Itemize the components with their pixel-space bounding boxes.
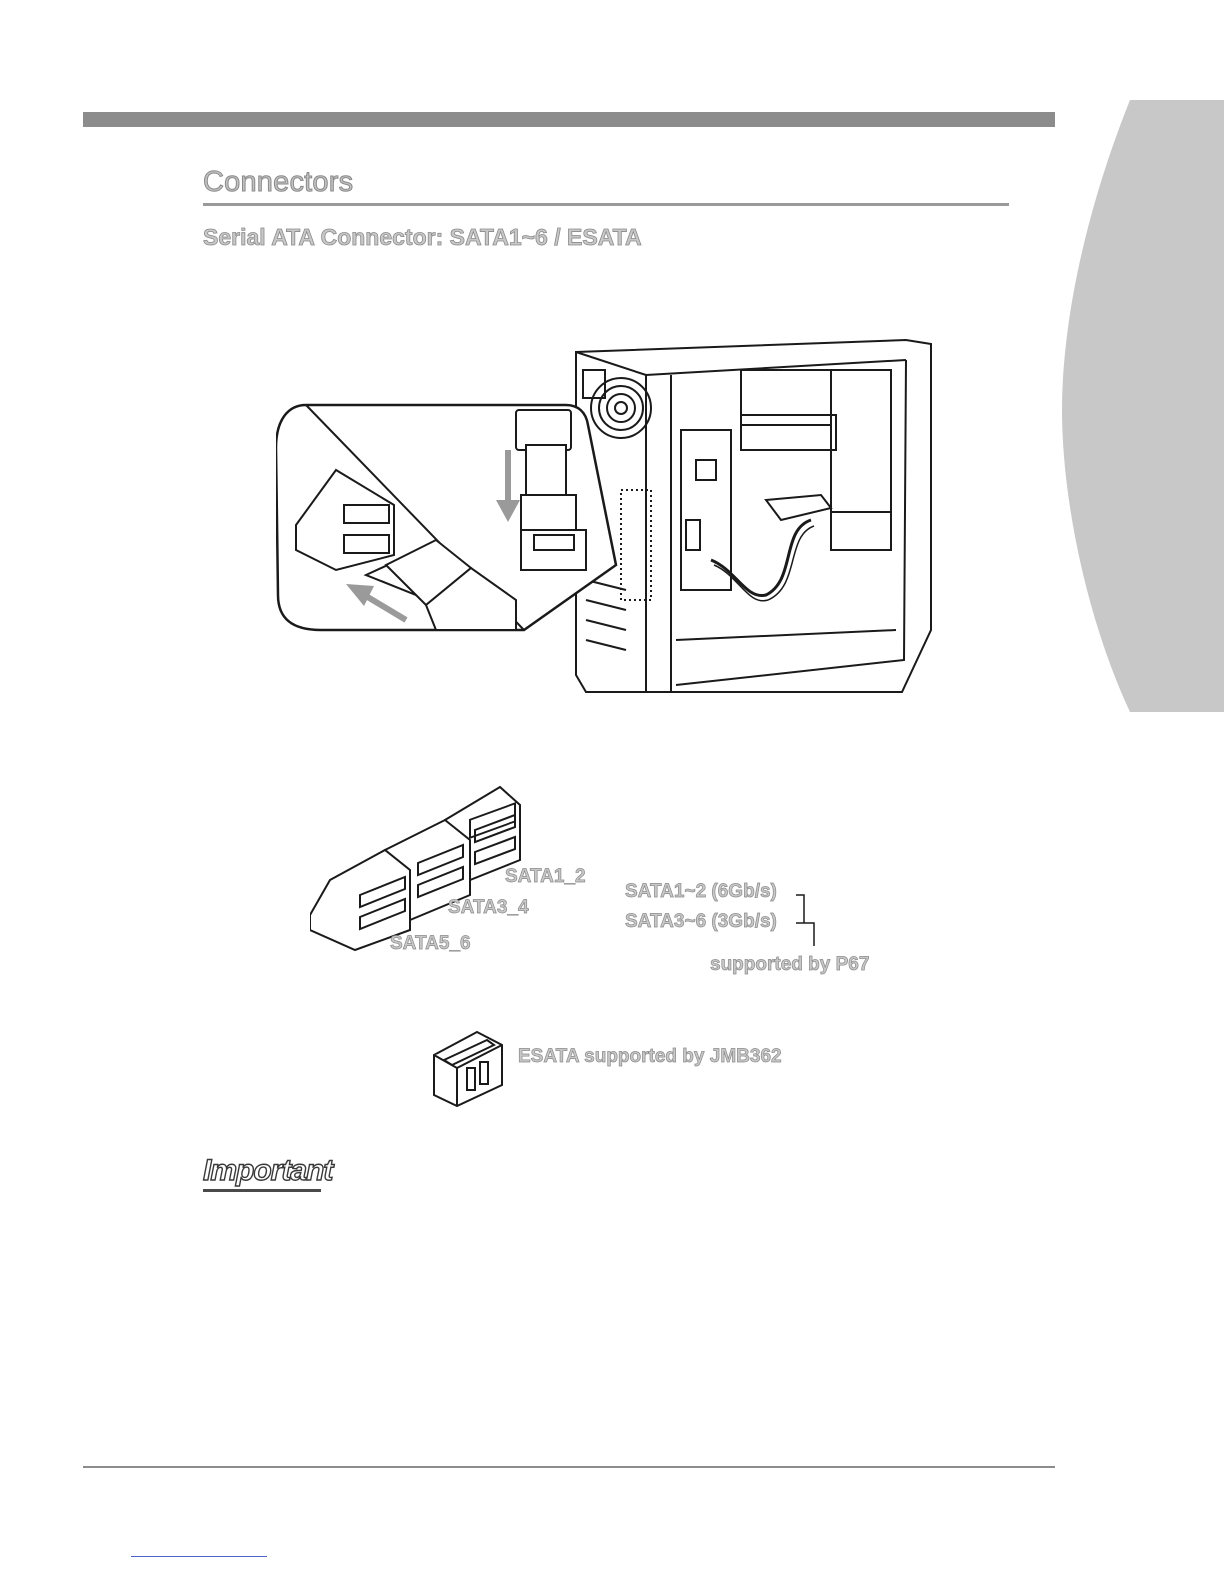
speed-bracket [794, 893, 824, 948]
sata-installation-illustration [276, 330, 946, 700]
chapter-side-tab [1062, 100, 1224, 712]
label-sata1-2: SATA1_2 [505, 866, 586, 887]
esata-connector [432, 1030, 512, 1108]
label-sata3-4: SATA3_4 [448, 897, 529, 918]
footer-link-underline[interactable] [131, 1556, 267, 1557]
important-heading: Important [203, 1154, 333, 1187]
section-subtitle: Serial ATA Connector: SATA1~6 / ESATA [203, 224, 642, 250]
important-underline [203, 1189, 321, 1192]
label-supported-by: supported by P67 [710, 954, 870, 975]
section-title: Connectors [203, 166, 354, 198]
footer-rule [83, 1466, 1055, 1468]
header-bar [83, 112, 1055, 127]
label-sata5-6: SATA5_6 [390, 933, 471, 954]
title-underline [203, 203, 1009, 206]
label-esata: ESATA supported by JMB362 [518, 1046, 782, 1067]
label-speed-6g: SATA1~2 (6Gb/s) [625, 881, 777, 902]
label-speed-3g: SATA3~6 (3Gb/s) [625, 911, 777, 932]
